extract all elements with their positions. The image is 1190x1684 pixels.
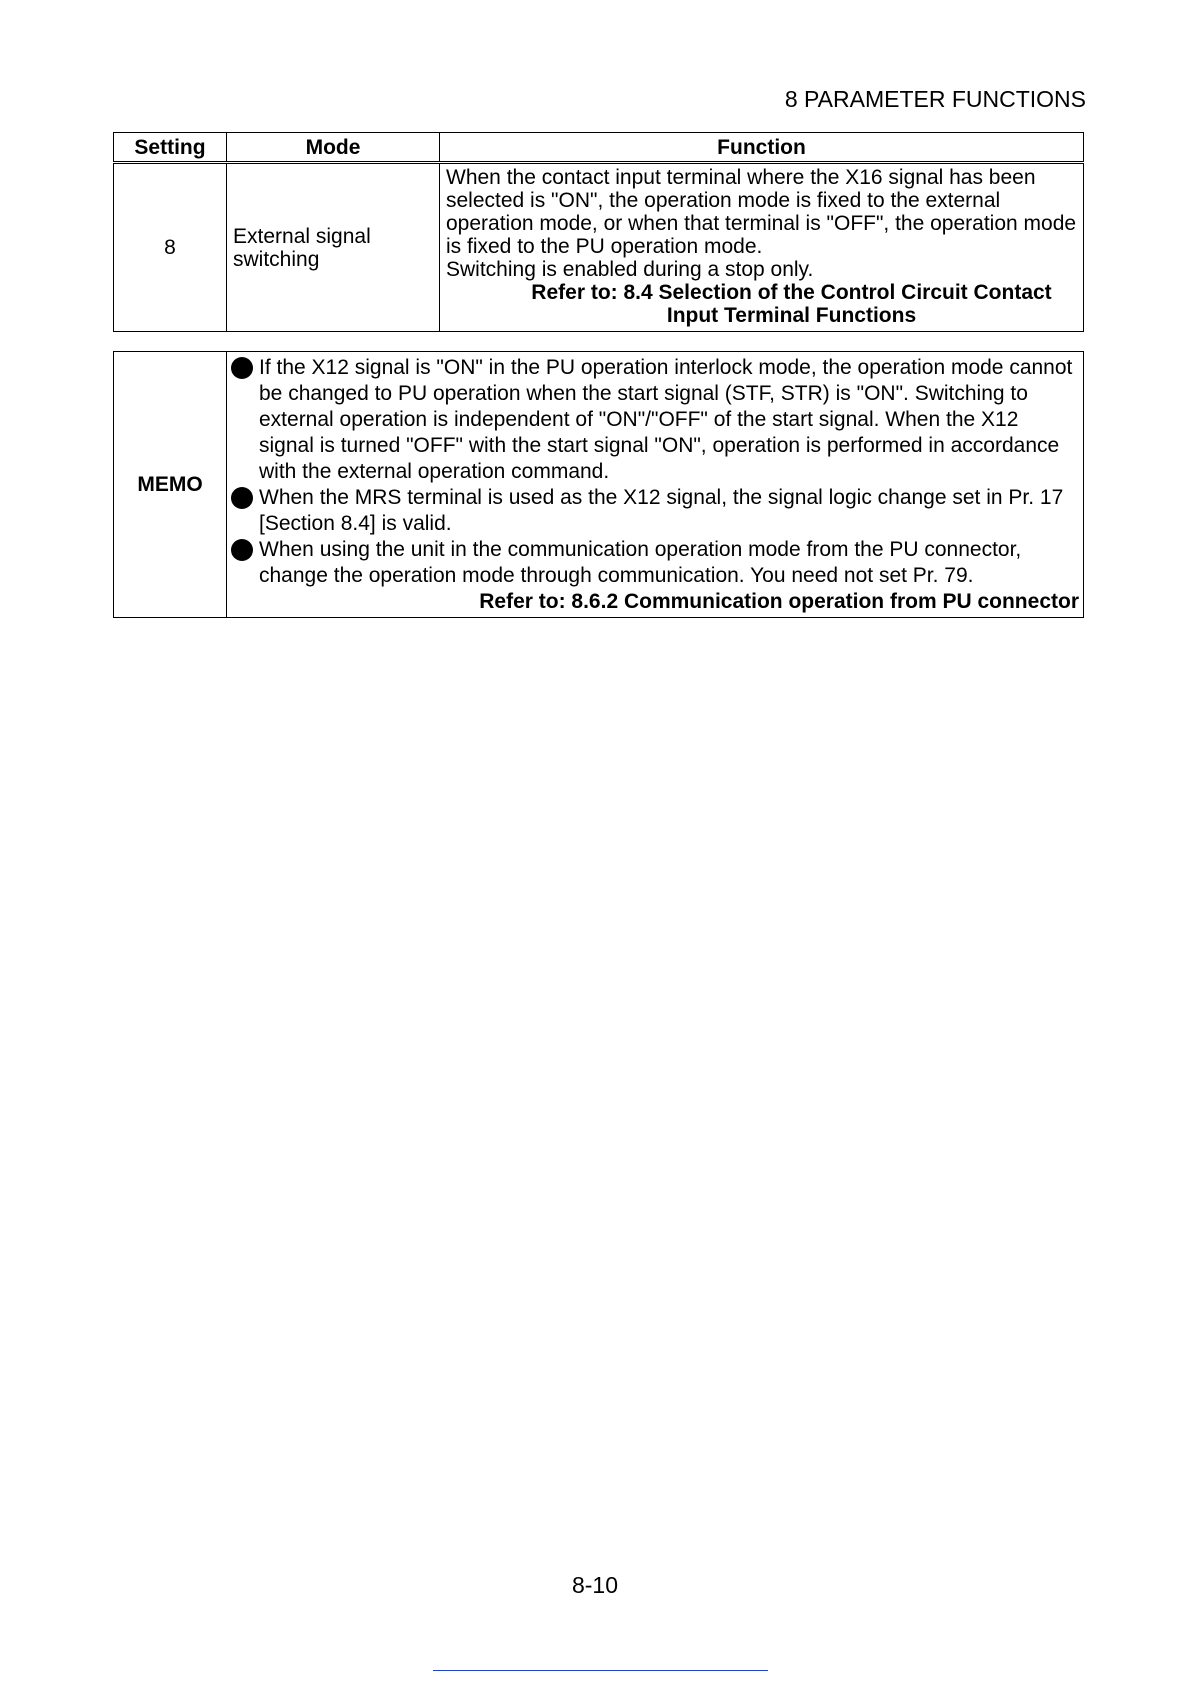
memo-item [231,485,1079,537]
function-paragraph: Switching is enabled during a stop only. [446,258,814,281]
page-header-title: 8 PARAMETER FUNCTIONS [784,86,1086,112]
table-row [114,163,1084,332]
setting-value: 8 [114,163,227,332]
bullet-icon [231,539,253,561]
parameter-setting-table [113,132,1084,332]
memo-row [114,352,1084,618]
memo-item-text: When using the unit in the communication operation mode from the PU connector, change the operation mode through communication. You need not set Pr. 79. [259,538,1022,587]
column-header-mode: Mode [227,133,440,163]
footer-divider [433,1670,768,1671]
page-number: 8-10 [571,1572,619,1598]
mode-value: External signal switching [227,163,440,332]
bullet-icon [231,487,253,509]
function-description [440,163,1084,332]
function-reference: Refer to: 8.4 Selection of the Control Circuit Contact Input Terminal Functions [531,281,1052,327]
memo-label: MEMO [114,352,227,618]
memo-item-text: If the X12 signal is "ON" in the PU operation interlock mode, the operation mode cannot be changed to PU operation when the start signal (STF, STR) is "ON". Switching to external operation is independent of "ON"/"OFF" of the start signal. When the X12 signal is turned "OFF" with the start signal "ON", operation is performed in accordance with the external operation command. [259,356,1073,483]
column-header-function: Function [440,133,1084,163]
memo-reference: Refer to: 8.6.2 Communication operation from PU connector [479,590,1079,613]
memo-item [231,537,1079,589]
memo-box [113,351,1084,618]
memo-item [231,355,1079,485]
memo-item-text: When the MRS terminal is used as the X12 signal, the signal logic change set in Pr. 17 [Section 8.4] is valid. [259,486,1064,535]
memo-content [227,352,1084,618]
bullet-icon [231,357,253,379]
column-header-setting: Setting [114,133,227,163]
table-header-row [114,133,1084,163]
function-paragraph: When the contact input terminal where the X16 signal has been selected is "ON", the operation mode is fixed to the external operation mode, or when that terminal is "OFF", the operation mode is fixed to the PU operation mode. [446,166,1077,258]
